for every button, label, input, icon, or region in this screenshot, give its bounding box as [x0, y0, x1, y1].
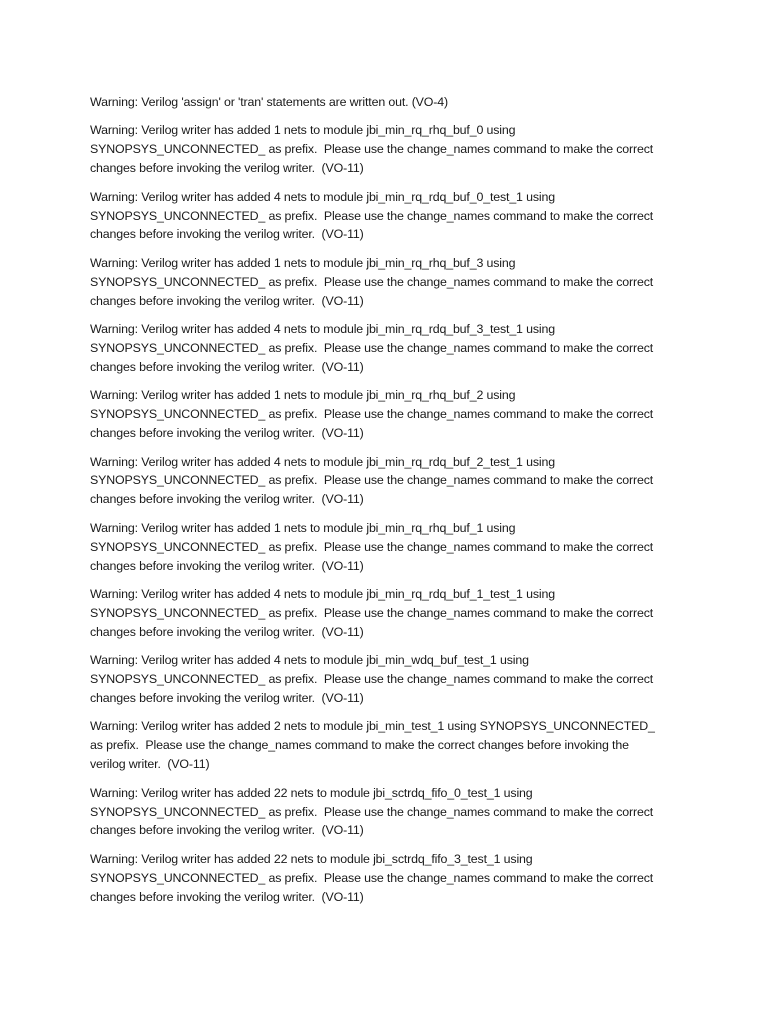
- warning-paragraph-3: [90, 188, 670, 245]
- warning-line: changes before invoking the verilog writer. (VO-11): [90, 624, 364, 639]
- warning-paragraph-4: [90, 254, 670, 311]
- warning-paragraph-8: [90, 519, 670, 576]
- warning-line: Warning: Verilog writer has added 1 nets to module jbi_min_rq_rhq_buf_0 using: [90, 123, 516, 138]
- warning-line: SYNOPSYS_UNCONNECTED_ as prefix. Please use the change_names command to make the correct: [90, 804, 654, 819]
- warning-paragraph-1: [90, 93, 670, 112]
- warning-line: changes before invoking the verilog writer. (VO-11): [90, 889, 364, 904]
- warning-line: SYNOPSYS_UNCONNECTED_ as prefix. Please use the change_names command to make the correct: [90, 340, 654, 355]
- warning-line: SYNOPSYS_UNCONNECTED_ as prefix. Please use the change_names command to make the correct: [90, 870, 654, 885]
- warning-line: Warning: Verilog writer has added 4 nets to module jbi_min_wdq_buf_test_1 using: [90, 653, 529, 668]
- warning-line: SYNOPSYS_UNCONNECTED_ as prefix. Please use the change_names command to make the correct: [90, 672, 654, 687]
- warning-line: SYNOPSYS_UNCONNECTED_ as prefix. Please use the change_names command to make the correct: [90, 473, 654, 488]
- warning-line: SYNOPSYS_UNCONNECTED_ as prefix. Please use the change_names command to make the correct: [90, 605, 654, 620]
- warning-line: Warning: Verilog writer has added 4 nets to module jbi_min_rq_rdq_buf_2_test_1 using: [90, 454, 555, 469]
- warning-line: changes before invoking the verilog writer. (VO-11): [90, 227, 364, 242]
- warning-paragraph-13: [90, 850, 670, 907]
- warning-line: changes before invoking the verilog writer. (VO-11): [90, 558, 364, 573]
- warning-paragraph-10: [90, 651, 670, 708]
- warning-line: Warning: Verilog writer has added 1 nets to module jbi_min_rq_rhq_buf_3 using: [90, 255, 516, 270]
- warning-line: changes before invoking the verilog writer. (VO-11): [90, 161, 364, 176]
- warning-line: Warning: Verilog writer has added 4 nets to module jbi_min_rq_rdq_buf_1_test_1 using: [90, 586, 555, 601]
- warning-line: SYNOPSYS_UNCONNECTED_ as prefix. Please use the change_names command to make the correct: [90, 407, 654, 422]
- warning-line: changes before invoking the verilog writer. (VO-11): [90, 293, 364, 308]
- warning-line: Warning: Verilog writer has added 1 nets to module jbi_min_rq_rhq_buf_1 using: [90, 520, 516, 535]
- warning-line: Warning: Verilog writer has added 1 nets to module jbi_min_rq_rhq_buf_2 using: [90, 388, 516, 403]
- warning-paragraph-9: [90, 585, 670, 642]
- warning-line: Warning: Verilog 'assign' or 'tran' statements are written out. (VO-4): [90, 95, 448, 109]
- warning-paragraph-6: [90, 386, 670, 443]
- warning-line: SYNOPSYS_UNCONNECTED_ as prefix. Please use the change_names command to make the correct: [90, 142, 654, 157]
- warning-paragraph-11: [90, 717, 670, 774]
- warning-line: Warning: Verilog writer has added 4 nets to module jbi_min_rq_rdq_buf_3_test_1 using: [90, 322, 555, 337]
- warning-line: changes before invoking the verilog writer. (VO-11): [90, 492, 364, 507]
- warning-paragraph-12: [90, 784, 670, 841]
- warning-line: as prefix. Please use the change_names command to make the correct changes before invoking the: [90, 738, 629, 753]
- warning-paragraph-2: [90, 121, 670, 178]
- warning-log: [90, 93, 670, 916]
- warning-line: Warning: Verilog writer has added 2 nets to module jbi_min_test_1 using SYNOPSYS_UNCONNECTED_: [90, 719, 655, 734]
- warning-line: verilog writer. (VO-11): [90, 757, 210, 772]
- warning-line: SYNOPSYS_UNCONNECTED_ as prefix. Please use the change_names command to make the correct: [90, 274, 654, 289]
- warning-line: SYNOPSYS_UNCONNECTED_ as prefix. Please use the change_names command to make the correct: [90, 539, 654, 554]
- warning-line: changes before invoking the verilog writer. (VO-11): [90, 823, 364, 838]
- warning-line: Warning: Verilog writer has added 22 nets to module jbi_sctrdq_fifo_0_test_1 using: [90, 785, 533, 800]
- warning-line: SYNOPSYS_UNCONNECTED_ as prefix. Please use the change_names command to make the correct: [90, 208, 654, 223]
- warning-line: Warning: Verilog writer has added 4 nets to module jbi_min_rq_rdq_buf_0_test_1 using: [90, 189, 555, 204]
- warning-line: changes before invoking the verilog writer. (VO-11): [90, 690, 364, 705]
- warning-line: Warning: Verilog writer has added 22 nets to module jbi_sctrdq_fifo_3_test_1 using: [90, 851, 533, 866]
- warning-line: changes before invoking the verilog writer. (VO-11): [90, 426, 364, 441]
- warning-line: changes before invoking the verilog writer. (VO-11): [90, 359, 364, 374]
- warning-paragraph-7: [90, 453, 670, 510]
- warning-paragraph-5: [90, 320, 670, 377]
